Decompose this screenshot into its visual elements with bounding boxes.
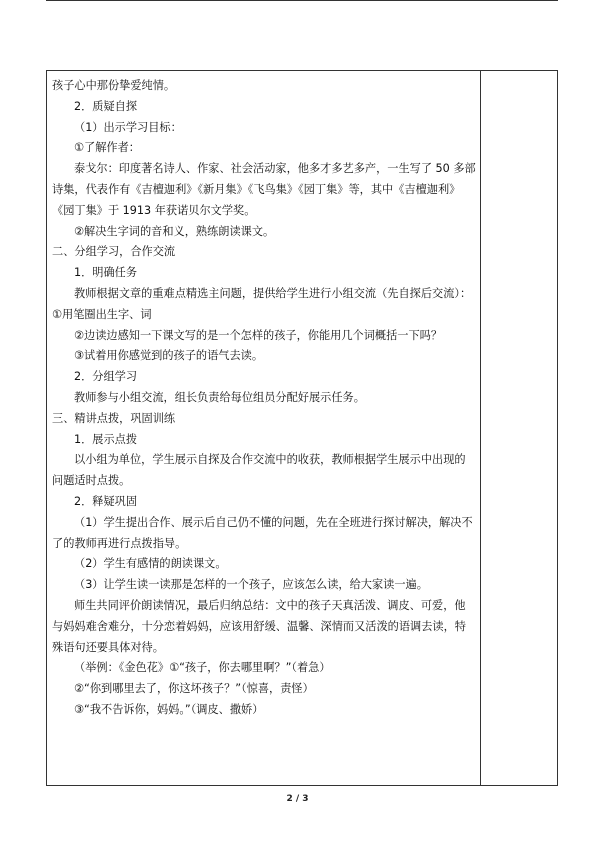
subsection-heading: 1．展示点拨: [74, 432, 138, 446]
text-line: ③试着用你感觉到的孩子的语气去读。: [74, 349, 264, 363]
summary-paragraph: 师生共同评价朗读情况，最后归纳总结：文中的孩子天真活泼、调皮、可爱，他与妈妈难舍难分，十分恋着妈妈，应该用舒缓、温馨、深情而又活泼的语调去读，特殊语句还要具体对待。: [52, 598, 466, 654]
text-line: ②“你到哪里去了，你这坏孩子？”（惊喜，责怪）: [74, 682, 314, 696]
page-number: 2 / 3: [286, 794, 309, 804]
task-paragraph: 教师根据文章的重难点精选主问题，提供给学生进行小组交流（先自探后交流）：①用笔圈出生字、词: [52, 286, 472, 321]
text-paragraph: （1）学生提出合作、展示后自己仍不懂的问题，先在全班进行探讨解决，解决不了的教师再进行点拨指导。: [52, 515, 473, 550]
text-line: （3）让学生读一读那是怎样的一个孩子，应该怎么读，给大家读一遍。: [74, 578, 428, 592]
text-paragraph: 以小组为单位，学生展示自探及合作交流中的收获，教师根据学生展示中出现的问题适时点拨。: [52, 453, 466, 488]
text-line: ③“我不告诉你，妈妈。”（调皮、撒娇）: [74, 702, 264, 716]
subsection-heading: 1．明确任务: [74, 266, 138, 280]
text-line: ①了解作者：: [74, 141, 140, 155]
text-line: 孩子心中那份挚爱纯情。: [52, 79, 176, 92]
top-rule: [46, 0, 558, 1]
section-heading: 三、精讲点拨，巩固训练: [52, 411, 176, 425]
text-line: （2）学生有感情的朗读课文。: [74, 557, 227, 571]
subsection-heading: 2．释疑巩固: [74, 494, 138, 508]
author-paragraph: 泰戈尔：印度著名诗人、作家、社会活动家，他多才多艺多产，一生写了 50 多部诗集，代表作有《吉檀迦利》《新月集》《飞鸟集》《园丁集》等，其中《吉檀迦利》《园丁集》于 1913 年获诺贝尔文学奖。: [52, 162, 476, 217]
column-divider: [480, 70, 481, 786]
section-heading: 2．质疑自探: [74, 99, 138, 113]
text-line: ②解决生字词的音和义，熟练朗读课文。: [74, 224, 275, 238]
text-line: （举例：《金色花》①“孩子，你去哪里啊？”（着急）: [74, 661, 331, 675]
subsection-heading: 2．分组学习: [74, 370, 138, 384]
lesson-content: [52, 76, 476, 721]
text-line: （1）出示学习目标：: [74, 120, 182, 134]
section-heading: 二、分组学习，合作交流: [52, 245, 176, 259]
text-line: 教师参与小组交流，组长负责给每位组员分配好展示任务。: [74, 390, 365, 404]
text-line: ②边读边感知一下课文写的是一个怎样的孩子，你能用几个词概括一下吗？: [74, 328, 443, 342]
